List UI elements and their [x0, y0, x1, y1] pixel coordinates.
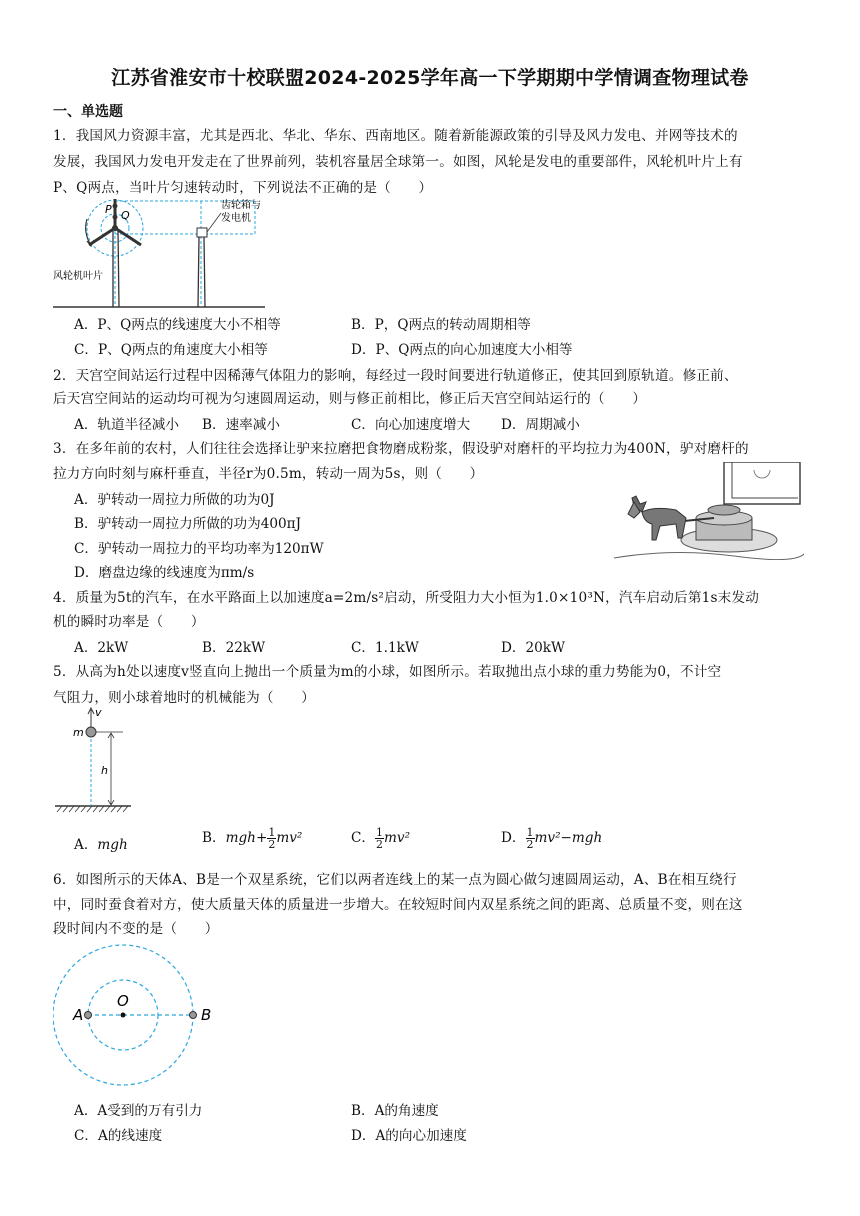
- window-sun: [754, 470, 770, 478]
- window-inner: [732, 462, 798, 498]
- label-v: v: [95, 706, 102, 719]
- q5-option-b-label: B．: [202, 830, 226, 846]
- point-q-dot: [113, 215, 118, 220]
- frac-den: 2: [376, 838, 383, 851]
- center-o: [121, 1013, 126, 1018]
- label-m: m: [73, 726, 84, 739]
- q5-option-d-term: −mgh: [560, 830, 603, 846]
- q5-line2: 气阻力，则小球着地时的机械能为（ ）: [53, 690, 316, 706]
- star-a: [85, 1012, 92, 1019]
- q5-option-a-label: A．: [74, 837, 98, 853]
- q6-line2: 中，同时蚕食着对方，使大质量天体的质量进一步增大。在较短时间内双星系统之间的距离、总质量不变，则在这: [53, 897, 743, 913]
- projectile-figure: [53, 704, 133, 816]
- ground-curve: [614, 552, 804, 559]
- q1-line1: 1．我国风力资源丰富，尤其是西北、华北、华东、西南地区。随着新能源政策的引导及风力发电、并网等技术的: [53, 128, 738, 144]
- binary-star-figure: [53, 940, 233, 1088]
- label-blade: 风轮机叶片: [53, 271, 103, 282]
- q5-option-c[interactable]: [351, 826, 410, 850]
- point-p-dot: [113, 204, 118, 209]
- q5-option-b-frac: [267, 827, 276, 850]
- label-a: A: [73, 1006, 84, 1024]
- millstone-cap: [708, 505, 740, 515]
- rotation-arrow: [86, 219, 91, 245]
- q2-line1: 2．天宫空间站运行过程中因稀薄气体阻力的影响，每经过一段时间要进行轨道修正，使其回到原轨道。修正前、: [53, 368, 738, 384]
- q1-option-a[interactable]: A．P、Q两点的线速度大小不相等: [74, 317, 281, 333]
- q5-option-d-label: D．: [501, 830, 526, 846]
- q5-line1: 5．从高为h处以速度v竖直向上抛出一个质量为m的小球，如图所示。若取抛出点小球的重力势能为0，不计空: [53, 664, 722, 680]
- label-b: B: [201, 1006, 212, 1024]
- q4-option-d[interactable]: D．20kW: [501, 640, 565, 656]
- q3-line2: 拉力方向时刻与麻杆垂直，半径r为0.5m，转动一周为5s，则（ ）: [53, 466, 484, 482]
- q2-option-b[interactable]: B．速率减小: [202, 417, 280, 433]
- q5-option-d[interactable]: [501, 826, 602, 850]
- star-b: [190, 1012, 197, 1019]
- q2-line2: 后天宫空间站的运动均可视为匀速圆周运动，则与修正前相比，修正后天宫空间站运行的（ ）: [53, 391, 647, 407]
- q2-option-c[interactable]: C．向心加速度增大: [351, 417, 471, 433]
- q3-option-b[interactable]: B．驴转动一周拉力所做的功为400πJ: [74, 516, 302, 532]
- q5-option-b-term: mgh+: [225, 830, 268, 846]
- label-h: h: [101, 764, 108, 777]
- q5-option-d-mv2: mv²: [534, 830, 561, 846]
- q4-line2: 机的瞬时功率是（ ）: [53, 614, 205, 630]
- q3-option-a[interactable]: A．驴转动一周拉力所做的功为0J: [74, 492, 275, 508]
- q6-option-c[interactable]: C．A的线速度: [74, 1128, 163, 1144]
- q2-option-d[interactable]: D．周期减小: [501, 417, 580, 433]
- q5-option-b[interactable]: [202, 826, 302, 850]
- q6-line1: 6．如图所示的天体A、B是一个双星系统，它们以两者连线上的某一点为圆心做匀速圆周运动，A、B在相互绕行: [53, 872, 737, 888]
- q5-option-c-frac: [375, 827, 384, 850]
- q5-option-d-frac: [526, 827, 535, 850]
- q1-line3: P、Q两点，当叶片匀速转动时，下列说法不正确的是（ ）: [53, 180, 433, 196]
- label-q: Q: [121, 209, 130, 222]
- donkey-mill-figure: [614, 462, 804, 570]
- tower-back-right: [204, 237, 205, 307]
- ground-hatch: [57, 806, 128, 812]
- frac-den: 2: [268, 838, 276, 851]
- frac-num: 1: [268, 826, 276, 839]
- label-p: P: [105, 203, 112, 216]
- frac-den: 2: [526, 838, 534, 851]
- section-heading: 一、单选题: [53, 104, 123, 120]
- q5-option-a-expr: mgh: [97, 837, 128, 853]
- q6-option-a[interactable]: A．A受到的万有引力: [74, 1103, 203, 1119]
- q2-option-a[interactable]: A．轨道半径减小: [74, 417, 179, 433]
- q5-option-b-mv2: mv²: [276, 830, 303, 846]
- q6-option-d[interactable]: D．A的向心加速度: [351, 1128, 467, 1144]
- donkey-body: [642, 508, 686, 540]
- q6-option-b[interactable]: B．A的角速度: [351, 1103, 439, 1119]
- hub: [112, 225, 118, 231]
- q4-option-c[interactable]: C．1.1kW: [351, 640, 419, 656]
- q1-option-b[interactable]: B．P，Q两点的转动周期相等: [351, 317, 531, 333]
- q4-option-b[interactable]: B．22kW: [202, 640, 266, 656]
- q3-option-c[interactable]: C．驴转动一周拉力的平均功率为120πW: [74, 541, 324, 557]
- frac-num: 1: [526, 826, 534, 839]
- q1-line2: 发展，我国风力发电开发走在了世界前列，装机容量居全球第一。如图，风轮是发电的重要部件，风轮机叶片上有: [53, 154, 743, 170]
- gearbox-box: [197, 228, 207, 237]
- q1-option-d[interactable]: D．P、Q两点的向心加速度大小相等: [351, 342, 573, 358]
- q4-option-a[interactable]: A．2kW: [74, 640, 129, 656]
- label-generator: 发电机: [221, 213, 251, 224]
- gear-leader-line: [207, 213, 221, 232]
- q5-option-a[interactable]: [74, 833, 128, 853]
- q5-option-c-mv2: mv²: [384, 830, 411, 846]
- q5-option-c-label: C．: [351, 830, 375, 846]
- q1-option-c[interactable]: C．P、Q两点的角速度大小相等: [74, 342, 268, 358]
- q4-line1: 4．质量为5t的汽车，在水平路面上以加速度a=2m/s²启动，所受阻力大小恒为1.0×10³N，汽车启动后第1s末发动: [53, 590, 760, 606]
- page-title: 江苏省淮安市十校联盟2024-2025学年高一下学期期中学情调查物理试卷: [111, 67, 749, 89]
- frac-num: 1: [376, 826, 383, 839]
- ball: [86, 727, 96, 737]
- label-gearbox: 齿轮箱与: [221, 200, 261, 211]
- blade-right: [115, 228, 141, 245]
- q6-line3: 段时间内不变的是（ ）: [53, 921, 219, 937]
- wind-turbine-figure: [53, 195, 293, 310]
- q3-option-d[interactable]: D．磨盘边缘的线速度为πm/s: [74, 565, 255, 581]
- tower-back-left: [198, 237, 199, 307]
- label-o: O: [117, 992, 129, 1010]
- q3-line1: 3．在多年前的农村，人们往往会选择让驴来拉磨把食物磨成粉浆，假设驴对磨杆的平均拉力为400N，驴对磨杆的: [53, 441, 749, 457]
